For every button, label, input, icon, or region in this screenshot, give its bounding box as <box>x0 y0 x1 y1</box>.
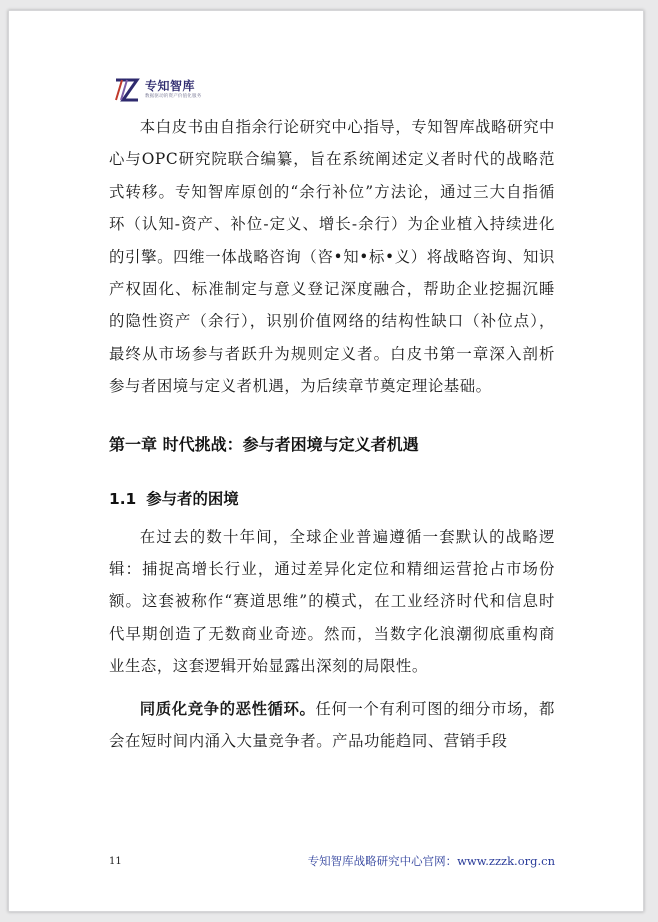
intro-paragraph: 本白皮书由自指余行论研究中心指导，专知智库战略研究中心与OPC研究院联合编纂，旨在系统阐述定义者时代的战略范式转移。专知智库原创的“余行补位”方法论，通过三大自指循环（认知-资产、补位-定义、增长-余行）为企业植入持续进化的引擎。四维一体战略咨询（咨•知•标•义）将战略咨询、知识产权固化、标准制定与意义登记深度融合，帮助企业挖掘沉睡的隐性资产（余行），识别价值网络的结构性缺口（补位点），最终从市场参与者跃升为规则定义者。白皮书第一章深入剖析参与者困境与定义者机遇，为后续章节奠定理论基础。 <box>109 118 555 396</box>
page-footer <box>109 851 555 871</box>
document-page <box>8 10 644 912</box>
paragraph-2-lead: 同质化竞争的恶性循环。 <box>139 699 316 718</box>
chapter-title: 第一章 时代挑战：参与者困境与定义者机遇 <box>109 434 419 454</box>
footer-website-text: 专知智库战略研究中心官网：www.zzzk.org.cn <box>307 854 555 868</box>
paragraph-2 <box>109 693 555 758</box>
logo-mark-icon <box>113 77 141 103</box>
logo-tagline: 数据驱动的资产价值化服务 <box>145 94 202 100</box>
body-content <box>109 111 555 758</box>
logo-name: 专知智库 <box>145 79 196 94</box>
paragraph-1: 在过去的数十年间，全球企业普遍遵循一套默认的战略逻辑：捕捉高增长行业，通过差异化定位和精细运营抢占市场份额。这套被称作“赛道思维”的模式，在工业经济时代和信息时代早期创造了无数商业奇迹。然而，当数字化浪潮彻底重构商业生态，这套逻辑开始显露出深刻的局限性。 <box>109 527 555 676</box>
page-number: 11 <box>109 855 122 867</box>
paragraph-2-text: 任何一个有利可图的细分市场，都会在短时间内涌入大量竞争者。产品功能趋同、营销手段 <box>109 699 555 751</box>
section-title: 参与者的困境 <box>146 489 239 508</box>
brand-logo <box>113 75 201 105</box>
section-heading <box>109 483 555 515</box>
section-number: 1.1 <box>109 489 137 508</box>
